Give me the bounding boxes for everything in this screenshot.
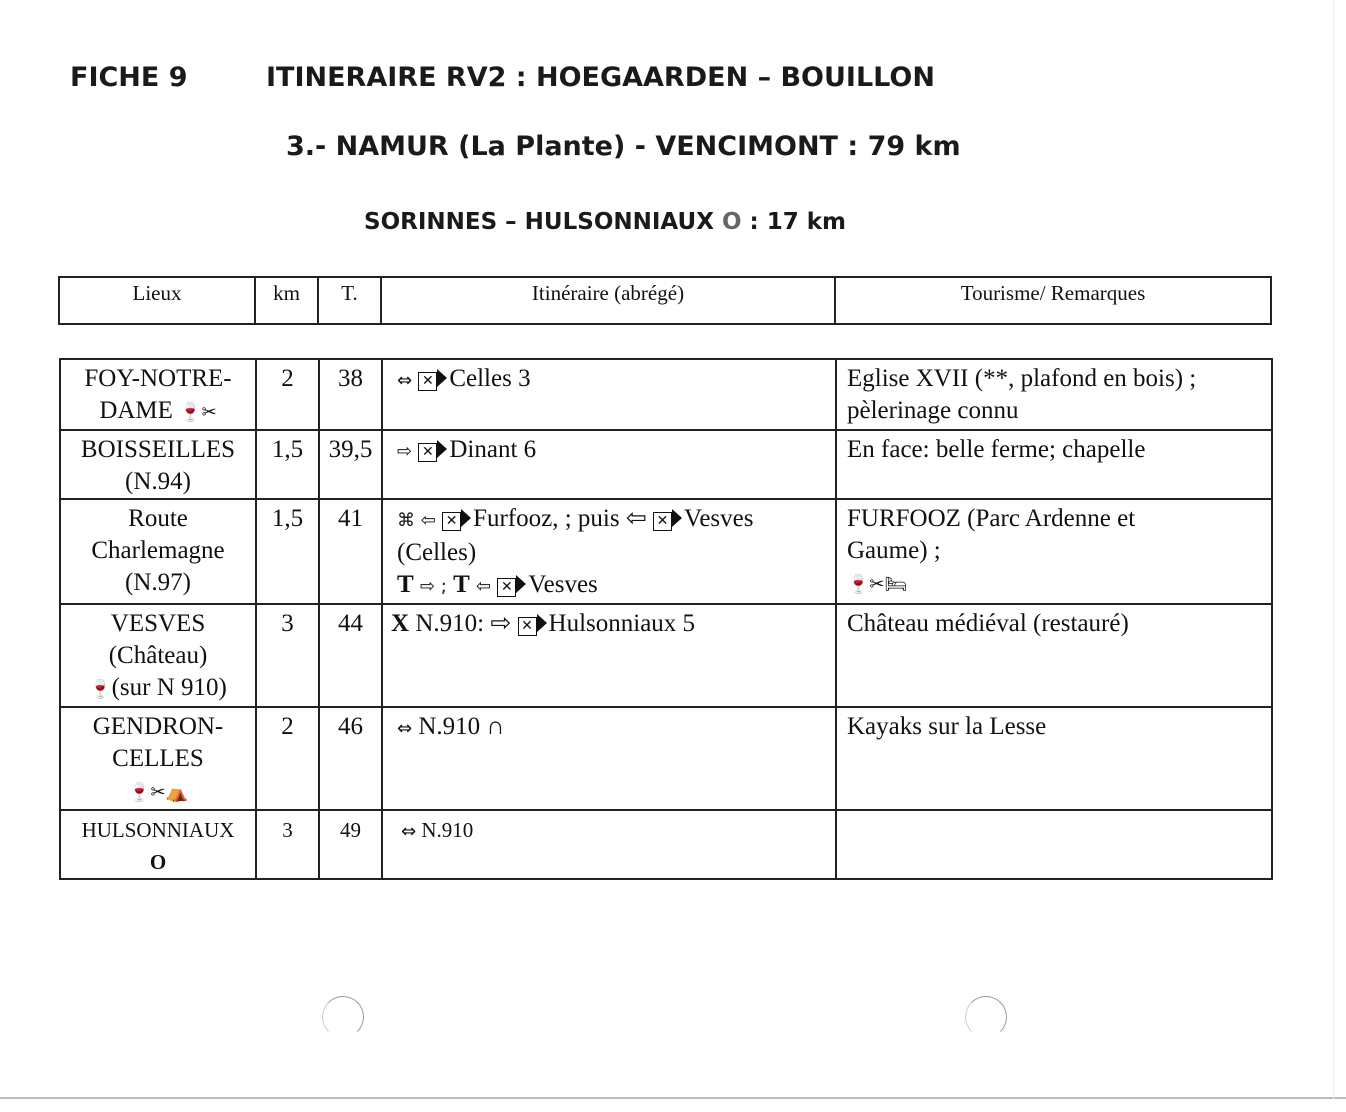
table-row <box>60 430 1272 499</box>
lieu-cell <box>60 359 256 430</box>
itinerary-road: N.910 <box>421 818 474 842</box>
km-cell: 1,5 <box>256 430 319 499</box>
signpost-arrow-icon <box>437 440 447 458</box>
left-arrow-icon: ⇦ <box>476 576 492 597</box>
itinerary-cell <box>382 499 836 604</box>
segment-title <box>364 209 846 235</box>
remarks-cell <box>836 810 1272 879</box>
itinerary-destination: Dinant 6 <box>449 436 537 463</box>
signpost-icon: ✕ <box>518 617 537 636</box>
lieu-name: DAME <box>99 397 173 424</box>
table-row <box>60 707 1272 810</box>
itinerary-cell <box>382 707 836 810</box>
remarks-cell: En face: belle ferme; chapelle <box>836 430 1272 499</box>
page-edge <box>1333 0 1334 1100</box>
glass-icon: 🍷 <box>89 679 112 700</box>
lieu-note: (sur N 910) <box>111 674 227 701</box>
section-subtitle: 3.- NAMUR (La Plante) - VENCIMONT : 79 km <box>286 131 961 162</box>
itinerary-note: (Celles) <box>397 539 477 566</box>
lieu-cell <box>60 604 256 707</box>
itinerary-destination: Vesves <box>684 505 754 532</box>
km-cell: 3 <box>256 604 319 707</box>
glass-fork-knife-icon: 🍷✂ <box>179 402 217 423</box>
t-junction-label: T <box>397 571 414 598</box>
km-cell: 2 <box>256 359 319 430</box>
double-arrow-icon: ⇔ <box>401 821 417 842</box>
itinerary-title: ITINERAIRE RV2 : HOEGAARDEN – BOUILLON <box>266 62 935 93</box>
signpost-arrow-icon <box>672 509 682 527</box>
right-arrow-icon: ⇨ <box>397 441 413 462</box>
km-cell: 3 <box>256 810 319 879</box>
column-header-table <box>58 276 1272 325</box>
glass-fork-knife-bed-icon: 🍷✂🛏 <box>847 574 908 595</box>
header-remarques: Tourisme/ Remarques <box>835 277 1271 324</box>
total-cell: 49 <box>319 810 382 879</box>
remarks-cell: Eglise XVII (**, plafond en bois) ; pèlerinage connu <box>836 359 1272 430</box>
total-cell: 46 <box>319 707 382 810</box>
lieu-cell <box>60 499 256 604</box>
lieu-cell <box>60 430 256 499</box>
remarks-cell <box>836 499 1272 604</box>
fiche-number: FICHE 9 <box>70 62 188 93</box>
total-cell: 44 <box>319 604 382 707</box>
itinerary-road: N.910: ⇨ <box>415 610 512 637</box>
circle-icon: O <box>721 209 742 235</box>
itinerary-cell <box>382 810 836 879</box>
itinerary-destination: Celles 3 <box>449 365 531 392</box>
lieu-road: (N.97) <box>125 569 191 596</box>
lieu-road: (N.94) <box>125 468 191 495</box>
circle-icon: O <box>149 850 167 874</box>
remarks-cell: Kayaks sur la Lesse <box>836 707 1272 810</box>
punch-hole <box>965 996 1007 1038</box>
table-row <box>60 604 1272 707</box>
header-t: T. <box>318 277 381 324</box>
u-turn-icon: ∩ <box>486 713 505 740</box>
table-row <box>60 810 1272 879</box>
remarks-text: Gaume) ; <box>847 537 941 564</box>
lieu-name: CELLES <box>112 745 204 772</box>
header-lieux: Lieux <box>59 277 255 324</box>
total-cell: 38 <box>319 359 382 430</box>
table-row <box>60 499 1272 604</box>
lieu-name: Route <box>128 505 188 532</box>
signpost-arrow-icon <box>516 575 526 593</box>
table-row <box>60 359 1272 430</box>
itinerary-road: N.910 <box>418 713 481 740</box>
punch-hole <box>322 996 364 1038</box>
itinerary-destination: Furfooz, ; puis ⇦ <box>473 505 647 532</box>
itinerary-cell <box>382 604 836 707</box>
km-cell: 1,5 <box>256 499 319 604</box>
remarks-text: FURFOOZ (Parc Ardenne et <box>847 505 1136 532</box>
double-arrow-icon: ⇔ <box>397 718 413 739</box>
signpost-icon: ✕ <box>418 443 437 462</box>
total-cell: 41 <box>319 499 382 604</box>
signpost-icon: ✕ <box>442 512 461 531</box>
lieu-name: GENDRON- <box>92 713 224 740</box>
signpost-icon: ✕ <box>497 578 516 597</box>
t-junction-label: T <box>453 571 470 598</box>
signpost-arrow-icon <box>461 509 471 527</box>
header-km: km <box>255 277 318 324</box>
crossing-label: X <box>391 610 410 637</box>
right-arrow-icon: ⇨ ; <box>419 576 447 597</box>
header-itineraire: Itinéraire (abrégé) <box>381 277 835 324</box>
segment-prefix: SORINNES – HULSONNIAUX <box>364 209 714 235</box>
lieu-cell <box>60 707 256 810</box>
itinerary-cell <box>382 430 836 499</box>
lieu-name: VESVES <box>110 610 206 637</box>
lieu-name: BOISSEILLES <box>80 436 236 463</box>
lieu-name: HULSONNIAUX <box>81 818 235 842</box>
total-cell: 39,5 <box>319 430 382 499</box>
lieu-name: Charlemagne <box>91 537 225 564</box>
itinerary-cell <box>382 359 836 430</box>
lieu-name: (Château) <box>108 642 208 669</box>
signpost-icon: ✕ <box>653 512 672 531</box>
itinerary-destination: Vesves <box>528 571 598 598</box>
signpost-arrow-icon <box>537 614 547 632</box>
km-cell: 2 <box>256 707 319 810</box>
signpost-icon: ✕ <box>418 372 437 391</box>
segment-suffix: : 17 km <box>749 209 847 235</box>
signpost-arrow-icon <box>437 369 447 387</box>
lieu-cell <box>60 810 256 879</box>
itinerary-destination: Hulsonniaux 5 <box>548 610 696 637</box>
glass-fork-knife-camping-icon: 🍷✂⛺ <box>128 782 188 803</box>
double-arrow-icon: ⇔ <box>397 370 413 391</box>
remarks-cell: Château médiéval (restauré) <box>836 604 1272 707</box>
lieu-name: FOY-NOTRE- <box>84 365 232 392</box>
junction-left-arrow-icon: ⌘ ⇦ <box>397 510 436 531</box>
page-edge <box>0 1097 1346 1099</box>
itinerary-table <box>59 358 1273 880</box>
